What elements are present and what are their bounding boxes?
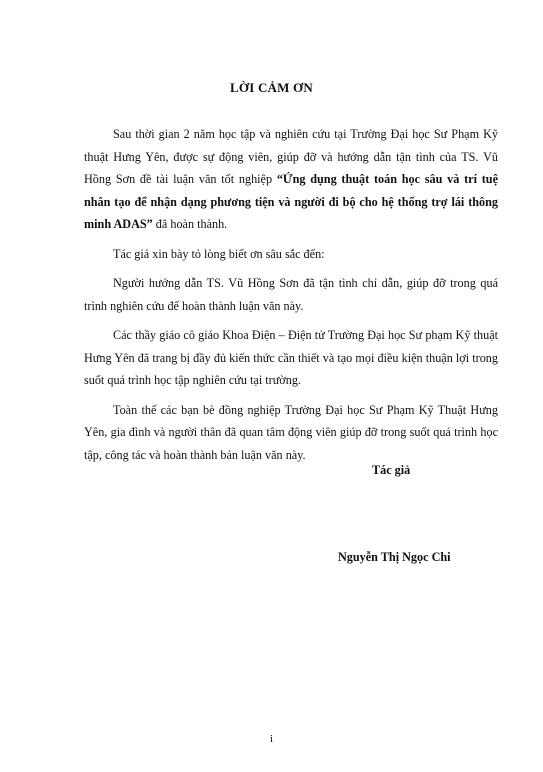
author-label: Tác giả (372, 463, 411, 477)
paragraph-faculty: Các thầy giáo cô giáo Khoa Điện – Điện tử Trường Đại học Sư phạm Kỹ thuật Hưng Yên đã trang bị đầy đủ kiến thức cần thiết và tạo mọi điều kiện thuận lợi trong suốt quá trình học tập nghiên cứu tại trường. (84, 328, 498, 387)
paragraph-intro-end: đã hoàn thành. (152, 217, 228, 231)
paragraph-advisor: Người hướng dẫn TS. Vũ Hồng Sơn đã tận tình chỉ dẫn, giúp đỡ trong quá trình nghiên cứu để hoàn thành luận văn này. (84, 276, 498, 313)
page-title: LỜI CẢM ƠN (230, 80, 313, 95)
page-number: i (269, 733, 274, 745)
paragraph-gratitude: Tác giả xin bày tỏ lòng biết ơn sâu sắc đến: (113, 246, 325, 261)
paragraph-colleagues: Toàn thể các bạn bè đồng nghiệp Trường Đại học Sư Phạm Kỹ Thuật Hưng Yên, gia đình và người thân đã quan tâm động viên giúp đỡ trong suốt quá trình học tập, công tác và hoàn thành bản luận văn này. (84, 402, 498, 462)
paragraph-intro-text: Sau thời gian 2 năm học tập và nghiên cứu tại Trường Đại học Sư Phạm Kỹ thuật Hưng Yên, được sự động viên, giúp đỡ và hướng dẫn tận tình của TS. Vũ Hồng Sơn đề tài luận văn tốt nghiệp (84, 127, 498, 186)
acknowledgement-body (84, 123, 498, 473)
thesis-title: “Ứng dụng thuật toán học sâu và trí tuệ nhân tạo để nhận dạng phương tiện và người đi bộ cho hệ thống trợ lái thông minh ADAS” (84, 172, 498, 231)
paragraph-intro (84, 123, 498, 236)
author-name: Nguyễn Thị Ngọc Chi (338, 550, 451, 564)
